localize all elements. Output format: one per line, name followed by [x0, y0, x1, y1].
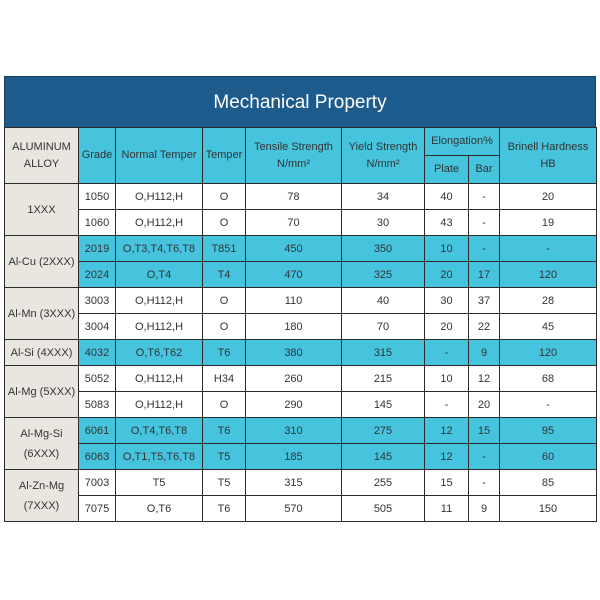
tensile-strength-cell: 470 — [246, 262, 342, 288]
elongation-bar-cell: - — [469, 210, 500, 236]
table-row — [5, 210, 597, 236]
elongation-plate-cell: 12 — [425, 418, 469, 444]
table-row — [5, 366, 597, 392]
alloy-group-cell: Al-Zn-Mg (7XXX) — [5, 470, 79, 522]
tensile-strength-cell: 380 — [246, 340, 342, 366]
grade-cell: 2024 — [79, 262, 116, 288]
elongation-plate-cell: - — [425, 340, 469, 366]
table-row — [5, 418, 597, 444]
grade-cell: 4032 — [79, 340, 116, 366]
normal-temper-cell: O,T4 — [116, 262, 203, 288]
table-row — [5, 262, 597, 288]
tensile-strength-cell: 70 — [246, 210, 342, 236]
grade-cell: 7075 — [79, 496, 116, 522]
elongation-bar-cell: - — [469, 444, 500, 470]
normal-temper-cell: O,H112,H — [116, 314, 203, 340]
grade-cell: 1050 — [79, 184, 116, 210]
brinell-hardness-cell: 68 — [500, 366, 597, 392]
elongation-bar-cell: 9 — [469, 340, 500, 366]
normal-temper-cell: O,H112,H — [116, 392, 203, 418]
elongation-bar-cell: 17 — [469, 262, 500, 288]
elongation-bar-cell: - — [469, 184, 500, 210]
elongation-plate-cell: 20 — [425, 262, 469, 288]
normal-temper-cell: O,T6,T62 — [116, 340, 203, 366]
mechanical-property-table-container — [4, 76, 596, 522]
temper-cell: T6 — [203, 340, 246, 366]
table-row — [5, 236, 597, 262]
header-aluminum-alloy: ALUMINUM ALLOY — [5, 128, 79, 184]
yield-strength-cell: 40 — [342, 288, 425, 314]
elongation-plate-cell: 40 — [425, 184, 469, 210]
normal-temper-cell: O,H112,H — [116, 210, 203, 236]
elongation-plate-cell: 15 — [425, 470, 469, 496]
grade-cell: 1060 — [79, 210, 116, 236]
temper-cell: T851 — [203, 236, 246, 262]
brinell-hardness-cell: 120 — [500, 340, 597, 366]
brinell-hardness-cell: - — [500, 392, 597, 418]
header-grade: Grade — [79, 128, 116, 184]
brinell-hardness-cell: 28 — [500, 288, 597, 314]
yield-strength-cell: 275 — [342, 418, 425, 444]
yield-strength-cell: 30 — [342, 210, 425, 236]
tensile-strength-cell: 78 — [246, 184, 342, 210]
normal-temper-cell: O,H112,H — [116, 184, 203, 210]
elongation-bar-cell: 37 — [469, 288, 500, 314]
yield-strength-cell: 315 — [342, 340, 425, 366]
yield-strength-cell: 325 — [342, 262, 425, 288]
grade-cell: 5083 — [79, 392, 116, 418]
alloy-group-cell: Al-Mn (3XXX) — [5, 288, 79, 340]
elongation-plate-cell: 20 — [425, 314, 469, 340]
tensile-strength-cell: 185 — [246, 444, 342, 470]
elongation-plate-cell: 10 — [425, 236, 469, 262]
mechanical-property-table — [4, 127, 597, 522]
alloy-group-cell: Al-Si (4XXX) — [5, 340, 79, 366]
normal-temper-cell: O,T3,T4,T6,T8 — [116, 236, 203, 262]
yield-strength-cell: 255 — [342, 470, 425, 496]
normal-temper-cell: O,H112,H — [116, 366, 203, 392]
table-body — [5, 184, 597, 522]
elongation-plate-cell: 11 — [425, 496, 469, 522]
brinell-hardness-cell: 95 — [500, 418, 597, 444]
header-brinell-hardness: Brinell Hardness HB — [500, 128, 597, 184]
tensile-strength-cell: 450 — [246, 236, 342, 262]
alloy-group-cell: 1XXX — [5, 184, 79, 236]
grade-cell: 5052 — [79, 366, 116, 392]
tensile-strength-cell: 310 — [246, 418, 342, 444]
brinell-hardness-cell: 20 — [500, 184, 597, 210]
tensile-strength-cell: 315 — [246, 470, 342, 496]
header-elongation: Elongation% — [425, 128, 500, 156]
header-tensile-strength: Tensile Strength N/mm² — [246, 128, 342, 184]
brinell-hardness-cell: - — [500, 236, 597, 262]
table-row — [5, 184, 597, 210]
elongation-plate-cell: 12 — [425, 444, 469, 470]
tensile-strength-cell: 180 — [246, 314, 342, 340]
table-row — [5, 340, 597, 366]
normal-temper-cell: T5 — [116, 470, 203, 496]
alloy-group-cell: Al-Cu (2XXX) — [5, 236, 79, 288]
brinell-hardness-cell: 85 — [500, 470, 597, 496]
header-normal-temper: Normal Temper — [116, 128, 203, 184]
temper-cell: O — [203, 184, 246, 210]
table-row — [5, 288, 597, 314]
alloy-group-cell: Al-Mg (5XXX) — [5, 366, 79, 418]
grade-cell: 2019 — [79, 236, 116, 262]
elongation-plate-cell: - — [425, 392, 469, 418]
grade-cell: 3003 — [79, 288, 116, 314]
temper-cell: O — [203, 314, 246, 340]
header-bar: Bar — [469, 156, 500, 184]
brinell-hardness-cell: 45 — [500, 314, 597, 340]
tensile-strength-cell: 110 — [246, 288, 342, 314]
normal-temper-cell: O,T6 — [116, 496, 203, 522]
brinell-hardness-cell: 150 — [500, 496, 597, 522]
temper-cell: O — [203, 210, 246, 236]
brinell-hardness-cell: 120 — [500, 262, 597, 288]
elongation-bar-cell: - — [469, 470, 500, 496]
grade-cell: 7003 — [79, 470, 116, 496]
tensile-strength-cell: 260 — [246, 366, 342, 392]
tensile-strength-cell: 570 — [246, 496, 342, 522]
header-temper: Temper — [203, 128, 246, 184]
brinell-hardness-cell: 60 — [500, 444, 597, 470]
yield-strength-cell: 505 — [342, 496, 425, 522]
temper-cell: T6 — [203, 418, 246, 444]
yield-strength-cell: 70 — [342, 314, 425, 340]
elongation-plate-cell: 43 — [425, 210, 469, 236]
table-row — [5, 496, 597, 522]
temper-cell: T5 — [203, 470, 246, 496]
header-plate: Plate — [425, 156, 469, 184]
table-row — [5, 314, 597, 340]
elongation-bar-cell: 22 — [469, 314, 500, 340]
elongation-bar-cell: 12 — [469, 366, 500, 392]
temper-cell: T6 — [203, 496, 246, 522]
temper-cell: T5 — [203, 444, 246, 470]
table-row — [5, 444, 597, 470]
table-title: Mechanical Property — [4, 76, 596, 127]
elongation-bar-cell: 20 — [469, 392, 500, 418]
yield-strength-cell: 145 — [342, 444, 425, 470]
yield-strength-cell: 145 — [342, 392, 425, 418]
elongation-bar-cell: - — [469, 236, 500, 262]
tensile-strength-cell: 290 — [246, 392, 342, 418]
temper-cell: T4 — [203, 262, 246, 288]
yield-strength-cell: 350 — [342, 236, 425, 262]
grade-cell: 3004 — [79, 314, 116, 340]
temper-cell: O — [203, 288, 246, 314]
header-yield-strength: Yield Strength N/mm² — [342, 128, 425, 184]
temper-cell: H34 — [203, 366, 246, 392]
grade-cell: 6061 — [79, 418, 116, 444]
yield-strength-cell: 34 — [342, 184, 425, 210]
elongation-bar-cell: 9 — [469, 496, 500, 522]
brinell-hardness-cell: 19 — [500, 210, 597, 236]
elongation-plate-cell: 10 — [425, 366, 469, 392]
normal-temper-cell: O,T4,T6,T8 — [116, 418, 203, 444]
yield-strength-cell: 215 — [342, 366, 425, 392]
table-row — [5, 470, 597, 496]
normal-temper-cell: O,H112,H — [116, 288, 203, 314]
alloy-group-cell: Al-Mg-Si (6XXX) — [5, 418, 79, 470]
normal-temper-cell: O,T1,T5,T6,T8 — [116, 444, 203, 470]
temper-cell: O — [203, 392, 246, 418]
table-row — [5, 392, 597, 418]
elongation-plate-cell: 30 — [425, 288, 469, 314]
elongation-bar-cell: 15 — [469, 418, 500, 444]
grade-cell: 6063 — [79, 444, 116, 470]
